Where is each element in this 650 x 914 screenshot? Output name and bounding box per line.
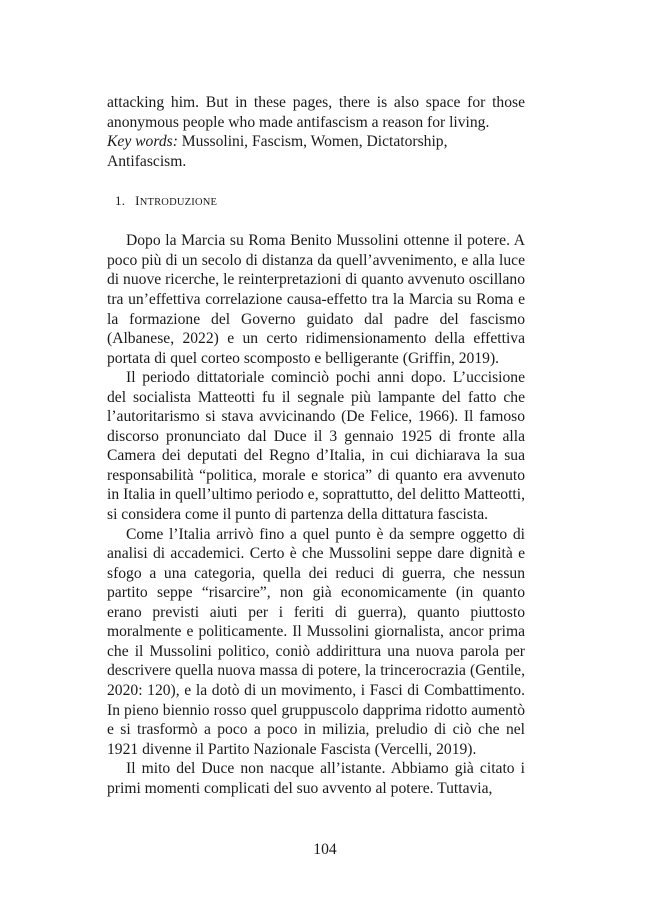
abstract-block <box>107 93 525 171</box>
page-content <box>107 93 525 798</box>
section-title-initial: I <box>135 193 140 209</box>
paragraph: Il mito del Duce non nacque all’istante. Abbiamo già citato i primi momenti complicati del suo avvento al potere. Tuttavia, <box>107 760 525 797</box>
paragraph: Il periodo dittatoriale cominciò pochi anni dopo. L’uccisione del socialista Matteotti fu il segnale più lampante del fatto che l’autoritarismo si stava avvicinando (De Felice, 1966). Il famoso discorso pronunciato dal Duce il 3 gennaio 1925 di fronte alla Camera dei deputati del Regno d’Italia, in cui dichiarava la sua responsabilità “politica, morale e storica” di quanto era avvenuto in Italia in quell’ultimo periodo e, soprattutto, del delitto Matteotti, si considera come il punto di partenza della dittatura fascista. <box>107 369 525 524</box>
page-number: 104 <box>313 841 337 858</box>
keywords-line-2: Antifascism. <box>107 152 187 170</box>
paragraph: Dopo la Marcia su Roma Benito Mussolini ottenne il potere. A poco più di un secolo di distanza da quell’avvenimento, e alla luce di nuove ricerche, le reinterpretazioni di quanto avvenuto oscillano tra un’effettiva correlazione causa-effetto tra la Marcia su Roma e la formazione del Governo guidato dal padre del fascismo (Albanese, 2022) e un certo ridimensionamento della effettiva portata di quel corteo scomposto e belligerante (Griffin, 2019). <box>107 232 525 367</box>
section-number: 1. <box>115 193 126 209</box>
keywords-line <box>107 132 525 152</box>
keywords-list: Mussolini, Fascism, Women, Dictatorship, <box>181 133 448 151</box>
abstract-tail-text: attacking him. But in these pages, there is also space for those anonymous people who made antifascism a reason for living. <box>107 94 525 131</box>
section-heading <box>115 193 525 211</box>
keywords-label: Key words: <box>107 133 178 151</box>
body-text <box>107 231 525 798</box>
section-title-rest: NTRODUZIONE <box>139 197 218 209</box>
paragraph: Come l’Italia arrivò fino a quel punto è da sempre oggetto di analisi di accademici. Certo è che Mussolini seppe dare dignità e sfogo a una categoria, quella dei reduci di guerra, che nessun partito seppe “risarcire”, non già economicamente (in quanto erano previsti aiuti per i feriti di guerra), quanto piuttosto moralmente e politicamente. Il Mussolini giornalista, ancor prima che il Mussolini politico, coniò addirittura una nuova parola per descrivere quella nuova massa di potere, la trincerocrazia (Gentile, 2020: 120), e la dotò di un movimento, i Fasci di Combattimento. In pieno biennio rosso quel gruppuscolo dapprima ridotto aumentò e si trasformò a poco a poco in milizia, preludio di ciò che nel 1921 divenne il Partito Nazionale Fascista (Vercelli, 2019). <box>107 525 525 758</box>
